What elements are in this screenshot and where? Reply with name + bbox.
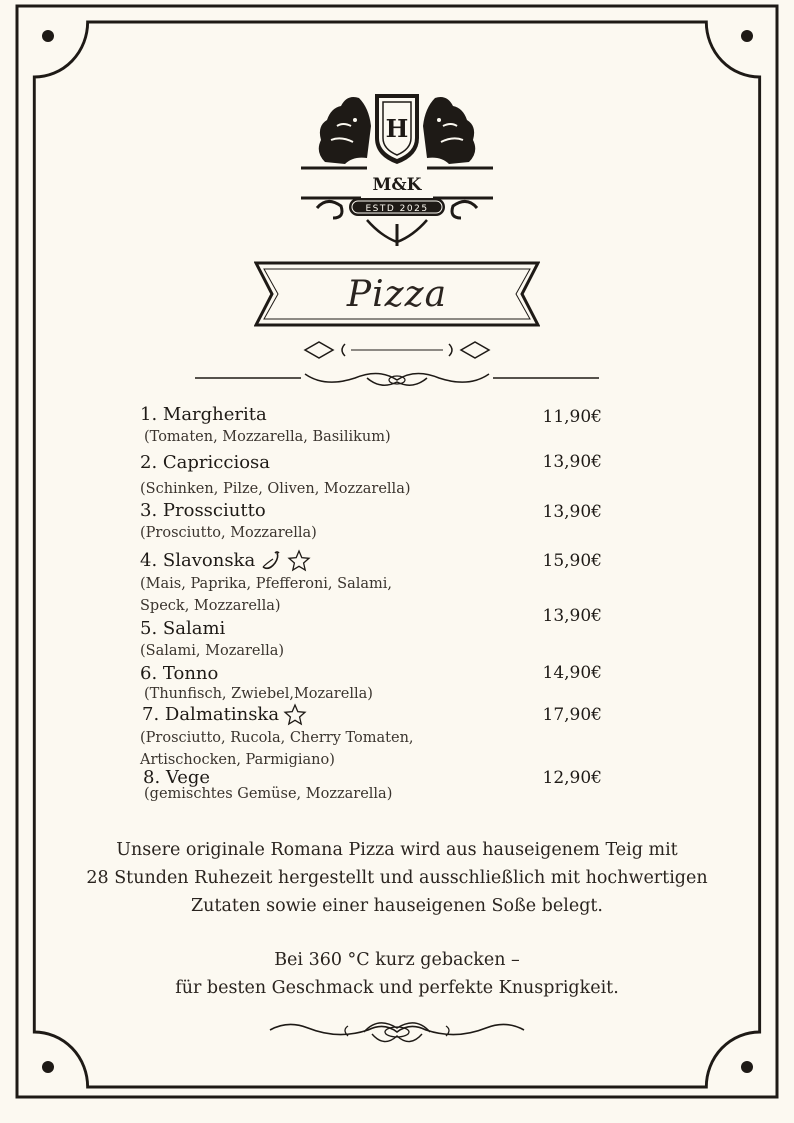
corner-dot-bottom-left	[42, 1061, 54, 1073]
item-description: (Prosciutto, Rucola, Cherry Tomaten, Artischocken, Parmigiano)	[140, 730, 414, 768]
item-price: 15,90€	[542, 551, 602, 571]
baking-line: für besten Geschmack und perfekte Knusprigkeit.	[175, 978, 619, 998]
brand-logo	[297, 86, 497, 251]
item-price: 11,90€	[542, 407, 602, 427]
item-name: 8. Vege	[143, 767, 211, 788]
item-name: 6. Tonno	[140, 663, 219, 684]
item-name: 7. Dalmatinska	[142, 704, 280, 725]
left-lion-icon	[319, 97, 371, 164]
ornamental-divider-bottom	[268, 1010, 526, 1052]
item-price: 13,90€	[542, 606, 602, 626]
item-price: 12,90€	[542, 768, 602, 788]
pizza-description	[60, 836, 734, 920]
item-description: (Salami, Mozarella)	[140, 643, 285, 659]
baking-line: Bei 360 °C kurz gebacken –	[274, 950, 520, 970]
chili-pepper-icon	[259, 549, 283, 573]
right-lion-icon	[423, 97, 475, 164]
item-description: (Tomaten, Mozzarella, Basilikum)	[144, 429, 391, 445]
item-name: 1. Margherita	[140, 404, 267, 425]
description-line: 28 Stunden Ruhezeit hergestellt und ausschließlich mit hochwertigen	[86, 868, 708, 888]
item-description: (Schinken, Pilze, Oliven, Mozzarella)	[140, 481, 411, 497]
item-description: (Prosciutto, Mozzarella)	[140, 525, 317, 541]
section-title: Pizza	[346, 273, 448, 315]
item-name: 3. Prossciutto	[140, 500, 266, 521]
description-line: Zutaten sowie einer hauseigenen Soße belegt.	[190, 896, 603, 916]
item-description: (Mais, Paprika, Pfefferoni, Salami, Speck, Mozzarella)	[140, 576, 392, 614]
star-icon	[287, 549, 311, 573]
shield-letter: H	[385, 114, 409, 143]
star-icon	[283, 703, 307, 727]
item-description: (gemischtes Gemüse, Mozzarella)	[144, 786, 393, 802]
item-description: (Thunfisch, Zwiebel,Mozarella)	[144, 686, 373, 702]
item-name: 5. Salami	[140, 618, 226, 639]
corner-dot-top-left	[42, 30, 54, 42]
item-price: 17,90€	[542, 705, 602, 725]
corner-dot-top-right	[741, 30, 753, 42]
brand-name: M&K	[372, 175, 422, 195]
description-line: Unsere originale Romana Pizza wird aus hauseigenem Teig mit	[116, 840, 678, 860]
item-price: 13,90€	[542, 452, 602, 472]
baking-note	[60, 946, 734, 1002]
item-name: 4. Slavonska	[140, 550, 256, 571]
established-year: ESTD 2025	[365, 204, 429, 214]
item-name: 2. Capricciosa	[140, 452, 271, 473]
corner-dot-bottom-right	[741, 1061, 753, 1073]
item-price: 14,90€	[542, 663, 602, 683]
ornamental-divider-top	[195, 334, 599, 394]
item-price: 13,90€	[542, 502, 602, 522]
